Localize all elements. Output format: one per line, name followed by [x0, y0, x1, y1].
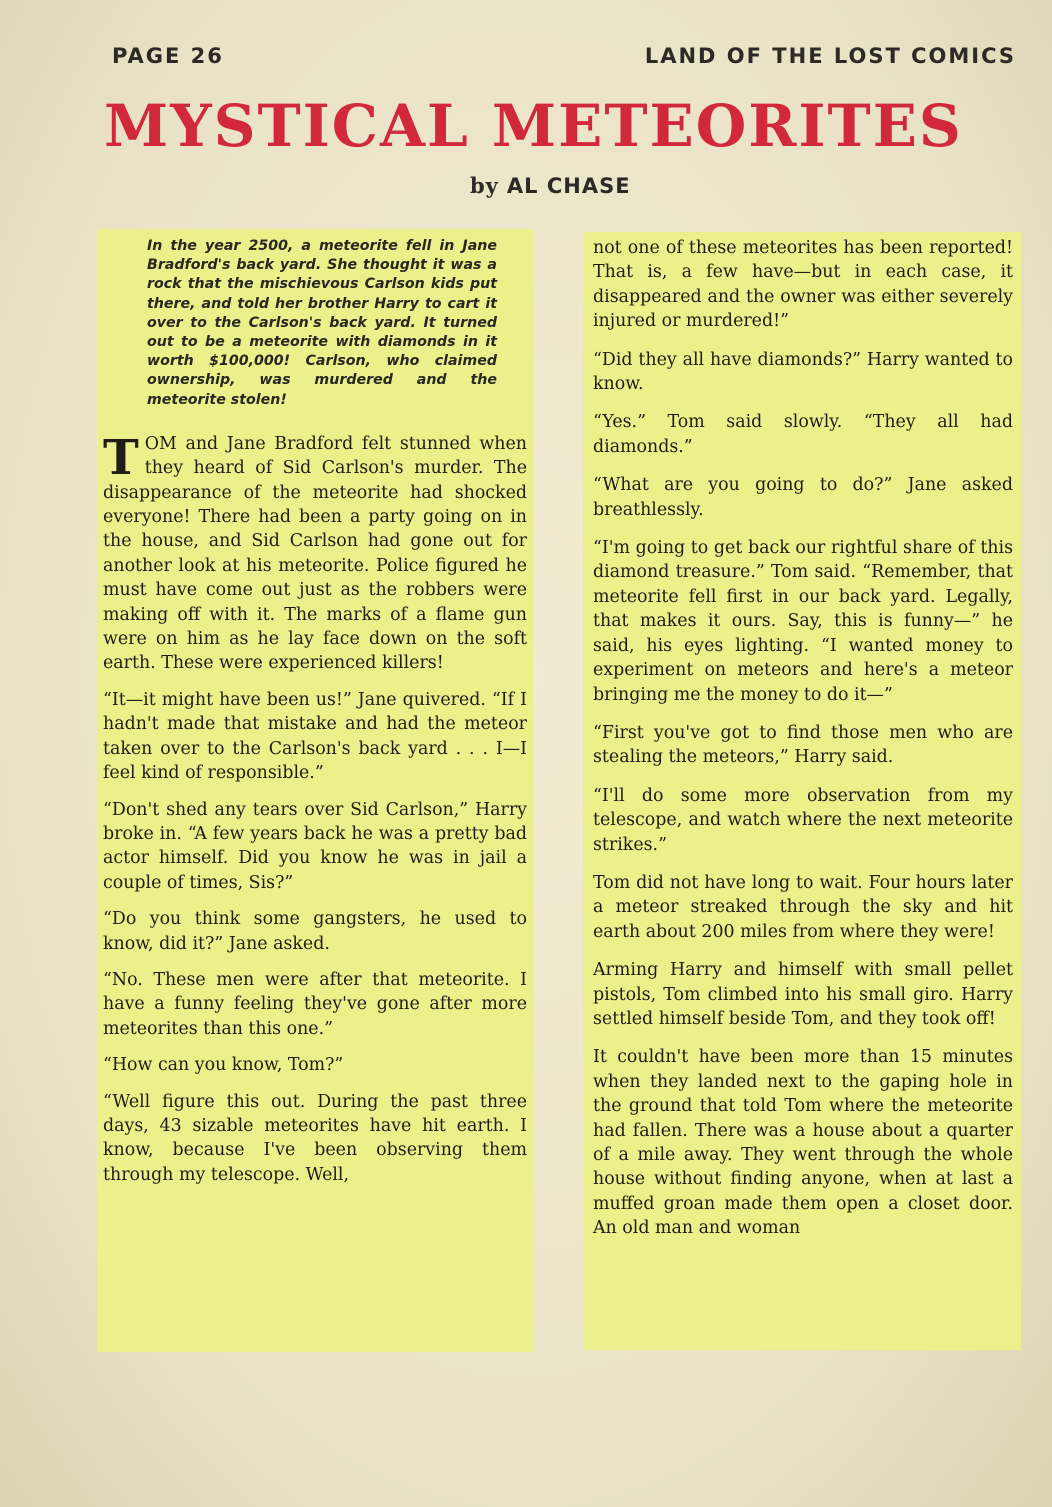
story-title: MYSTICAL METEORITES — [104, 92, 963, 160]
paragraph: “Did they all have diamonds?” Harry wanted to know. — [593, 349, 1013, 395]
paragraph: It couldn't have been more than 15 minutes when they landed next to the gaping hole in the ground that told Tom where the meteorite had fallen. There was a house about a quarter of a mile away. They went through the whole house without finding anyone, when at last a muffed groan made them open a closet door. An old man and woman — [593, 1047, 1013, 1239]
paragraph: “I'll do some more observation from my telescope, and watch where the next meteorite strikes.” — [593, 785, 1013, 855]
paragraph: “How can you know, Tom?” — [103, 1055, 344, 1076]
opening-paragraph — [103, 429, 527, 676]
right-text-column — [583, 232, 1021, 1350]
paragraph: “No. These men were after that meteorite. I have a funny feeling they've gone after more meteorites than this one.” — [103, 969, 527, 1039]
page-number: PAGE 26 — [112, 44, 224, 68]
paragraph: Tom did not have long to wait. Four hours later a meteor streaked through the sky and hit earth about 200 miles from where they were! — [593, 872, 1013, 942]
drop-cap: T — [103, 429, 139, 486]
byline — [470, 173, 631, 198]
author-name: AL CHASE — [506, 174, 631, 198]
story-intro: In the year 2500, a meteorite fell in Jane Bradford's back yard. She thought it was a rock that the mischievous Carlson kids put there, and told her brother Harry to cart it over to the Carlson's back yard. It turned out to be a meteorite with diamonds in it worth $100,000! Carlson, who claimed ownership, was murdered and the meteorite stolen! — [147, 238, 497, 408]
paragraph: “What are you going to do?” Jane asked breathlessly. — [593, 475, 1013, 520]
paragraph: not one of these meteorites has been reported! That is, a few have—but in each case, it disappeared and the owner was either severely injured or murdered!” — [593, 238, 1013, 332]
paragraph: “Do you think some gangsters, he used to know, did it?” Jane asked. — [103, 909, 527, 954]
byline-prefix: by — [470, 173, 499, 198]
paragraph: “Yes.” Tom said slowly. “They all had diamonds.” — [593, 412, 1013, 457]
opening-word: OM — [144, 433, 177, 454]
paragraph: “First you've got to find those men who are stealing the meteors,” Harry said. — [593, 722, 1013, 768]
paragraph: “Don't shed any tears over Sid Carlson,” Harry broke in. “A few years back he was a pretty bad actor himself. Did you know he was in jail a couple of times, Sis?” — [103, 799, 527, 893]
series-title: LAND OF THE LOST COMICS — [644, 44, 1016, 68]
left-text-column — [97, 229, 533, 1352]
opening-text: and Jane Bradford felt stunned when they heard of Sid Carlson's murder. The disappearance of the meteorite had shocked everyone! There had been a party going on in the house, and Sid Carlson had gone out for another look at his meteorite. Police figured he must have come out just as the robbers were making off with it. The marks of a flame gun were on him as he lay face down on the soft earth. These were experienced killers! — [103, 433, 527, 674]
paragraph: “Well figure this out. During the past three days, 43 sizable meteorites have hit earth. I know, because I've been observing them through my telescope. Well, — [103, 1091, 527, 1185]
paragraph: “It—it might have been us!” Jane quivered. “If I hadn't made that mistake and had the meteor taken over to the Carlson's back yard . . . I—I feel kind of responsible.” — [103, 689, 527, 784]
paragraph: “I'm going to get back our rightful share of this diamond treasure.” Tom said. “Remember, that meteorite fell first in our back yard. Legally, that makes it ours. Say, this is funny—” he said, his eyes lighting. “I wanted money to experiment on meteors and here's a meteor bringing me the money to do it—” — [593, 538, 1013, 705]
paragraph: Arming Harry and himself with small pellet pistols, Tom climbed into his small giro. Harry settled himself beside Tom, and they took off! — [593, 960, 1013, 1029]
